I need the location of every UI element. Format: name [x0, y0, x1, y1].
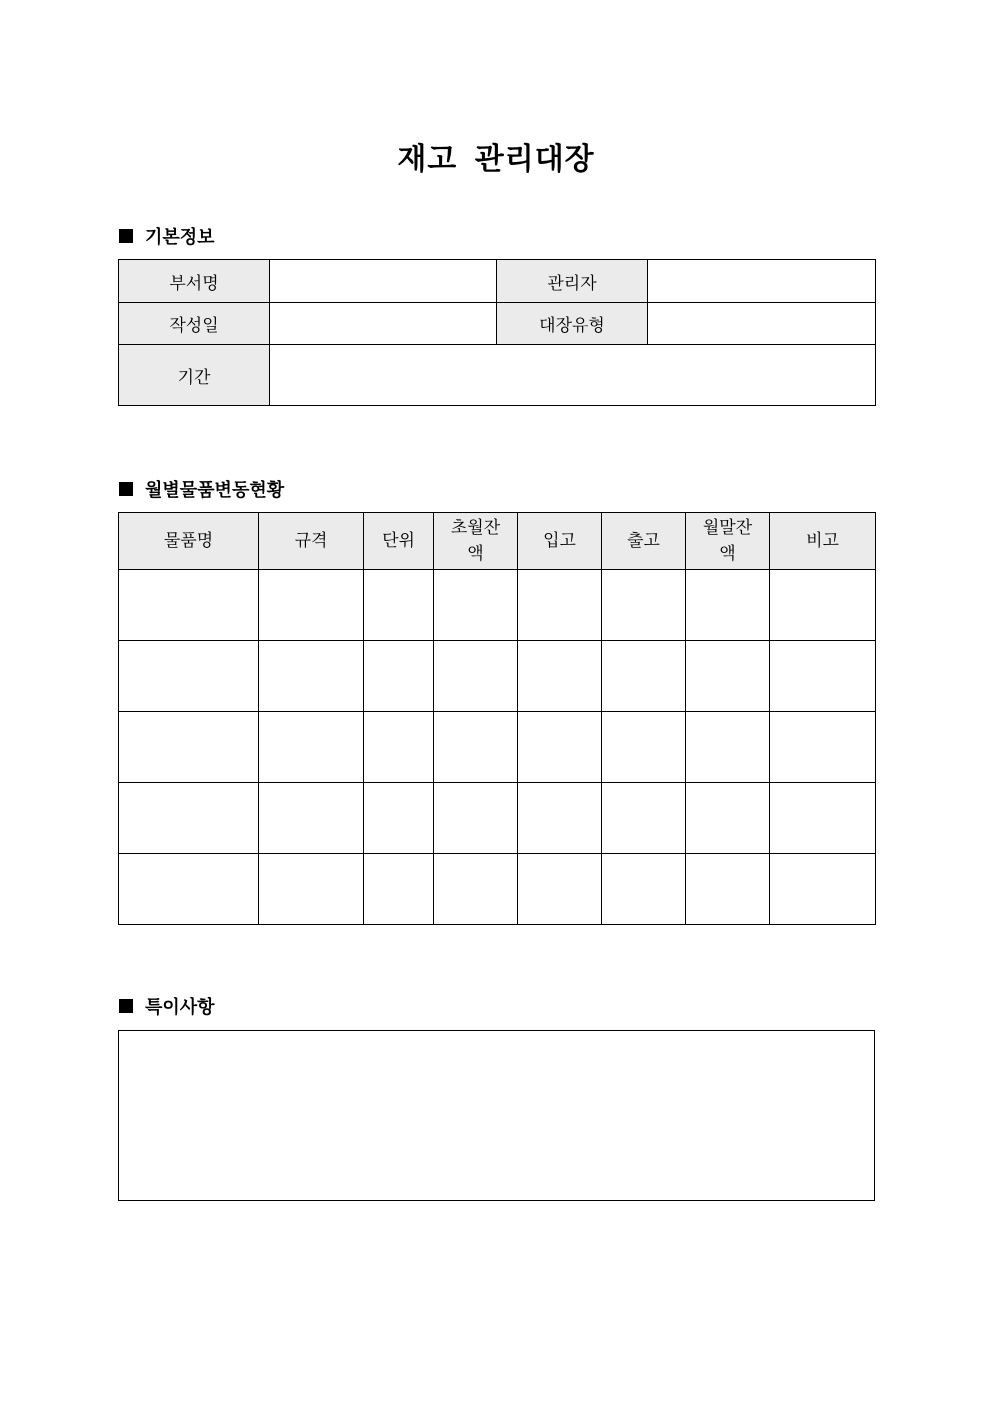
department-label: 부서명	[119, 260, 270, 303]
square-bullet-icon	[119, 229, 133, 243]
table-row	[119, 570, 876, 641]
table-cell[interactable]	[686, 854, 770, 925]
table-cell[interactable]	[602, 570, 686, 641]
table-cell[interactable]	[119, 570, 259, 641]
table-cell[interactable]	[119, 854, 259, 925]
column-header: 월말잔 액	[686, 513, 770, 570]
table-cell[interactable]	[770, 783, 876, 854]
table-row	[119, 783, 876, 854]
table-cell[interactable]	[686, 783, 770, 854]
column-header: 초월잔 액	[434, 513, 518, 570]
manager-field[interactable]	[648, 260, 876, 303]
section-heading-notes	[119, 993, 215, 1019]
section-heading-basic-info	[119, 223, 215, 249]
table-cell[interactable]	[518, 712, 602, 783]
table-row	[119, 712, 876, 783]
table-cell[interactable]	[518, 854, 602, 925]
table-cell[interactable]	[364, 570, 434, 641]
table-cell[interactable]	[259, 854, 364, 925]
column-header: 입고	[518, 513, 602, 570]
monthly-table	[118, 512, 876, 925]
table-cell[interactable]	[770, 854, 876, 925]
column-header: 물품명	[119, 513, 259, 570]
table-cell[interactable]	[770, 570, 876, 641]
monthly-body	[119, 570, 876, 925]
column-header: 단위	[364, 513, 434, 570]
date-written-label: 작성일	[119, 303, 270, 345]
table-cell[interactable]	[434, 570, 518, 641]
department-field[interactable]	[270, 260, 497, 303]
table-row	[119, 641, 876, 712]
section-heading-label: 특이사항	[145, 997, 215, 1018]
table-cell[interactable]	[518, 570, 602, 641]
period-field[interactable]	[270, 345, 876, 406]
date-written-field[interactable]	[270, 303, 497, 345]
table-cell[interactable]	[602, 854, 686, 925]
notes-box[interactable]	[118, 1030, 875, 1201]
period-label: 기간	[119, 345, 270, 406]
table-cell[interactable]	[602, 712, 686, 783]
ledger-type-field[interactable]	[648, 303, 876, 345]
table-cell[interactable]	[602, 641, 686, 712]
column-header: 출고	[602, 513, 686, 570]
table-cell[interactable]	[434, 641, 518, 712]
page-title: 재고 관리대장	[397, 142, 595, 177]
square-bullet-icon	[119, 482, 133, 496]
table-cell[interactable]	[119, 712, 259, 783]
table-cell[interactable]	[434, 854, 518, 925]
monthly-header-row	[119, 513, 876, 570]
table-cell[interactable]	[770, 712, 876, 783]
table-cell[interactable]	[518, 783, 602, 854]
table-cell[interactable]	[364, 854, 434, 925]
table-cell[interactable]	[434, 783, 518, 854]
column-header: 비고	[770, 513, 876, 570]
table-cell[interactable]	[119, 641, 259, 712]
table-cell[interactable]	[364, 783, 434, 854]
table-cell[interactable]	[259, 570, 364, 641]
table-cell[interactable]	[259, 641, 364, 712]
table-cell[interactable]	[119, 783, 259, 854]
section-heading-label: 월별물품변동현황	[145, 480, 285, 501]
table-cell[interactable]	[686, 712, 770, 783]
table-cell[interactable]	[686, 641, 770, 712]
section-heading-label: 기본정보	[145, 227, 215, 248]
table-row	[119, 854, 876, 925]
table-cell[interactable]	[770, 641, 876, 712]
basic-info-table	[118, 259, 876, 406]
table-cell[interactable]	[364, 712, 434, 783]
square-bullet-icon	[119, 999, 133, 1013]
table-cell[interactable]	[364, 641, 434, 712]
manager-label: 관리자	[497, 260, 648, 303]
table-cell[interactable]	[602, 783, 686, 854]
table-cell[interactable]	[259, 783, 364, 854]
column-header: 규격	[259, 513, 364, 570]
table-cell[interactable]	[259, 712, 364, 783]
table-cell[interactable]	[434, 712, 518, 783]
ledger-type-label: 대장유형	[497, 303, 648, 345]
table-cell[interactable]	[518, 641, 602, 712]
section-heading-monthly	[119, 476, 284, 502]
table-cell[interactable]	[686, 570, 770, 641]
